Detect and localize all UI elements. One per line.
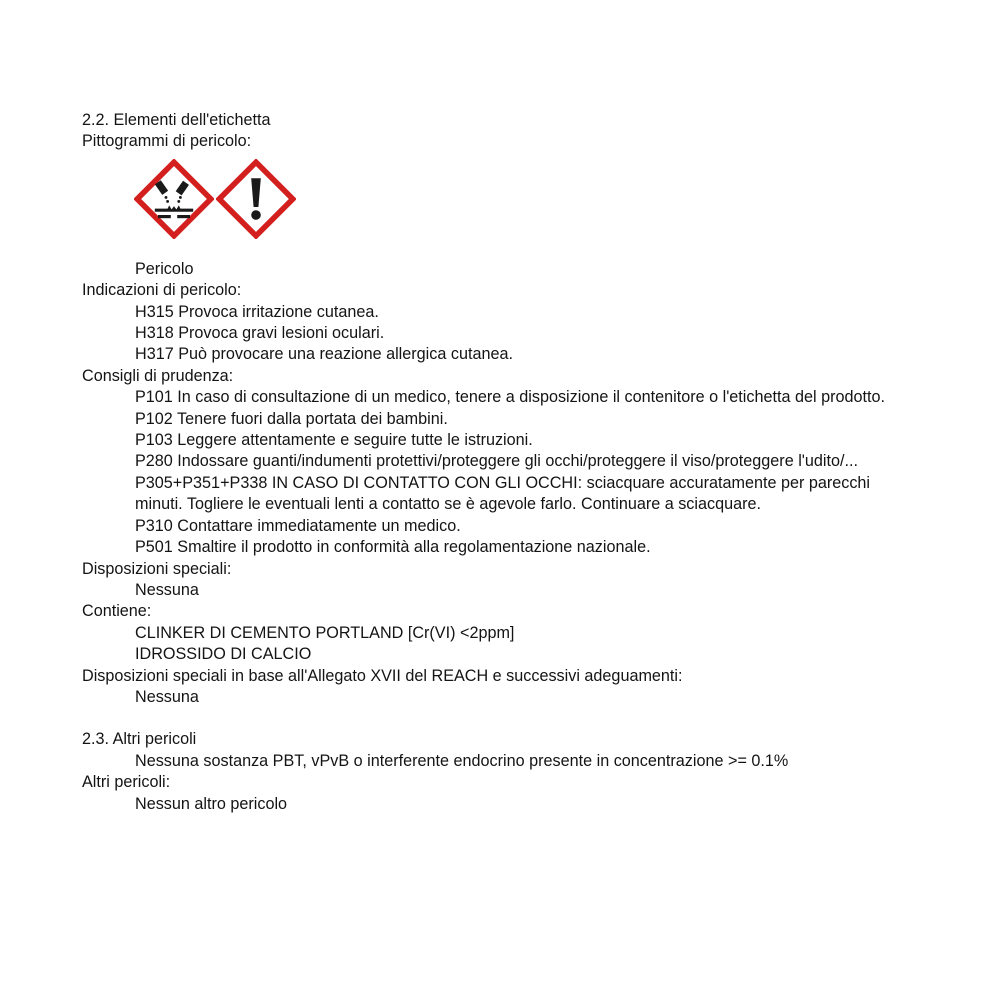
ghs07-exclamation-icon xyxy=(216,159,296,239)
contains-item: CLINKER DI CEMENTO PORTLAND [Cr(VI) <2ppm] xyxy=(135,623,515,642)
precautionary-statement: P103 Leggere attentamente e seguire tutte le istruzioni. xyxy=(135,431,533,450)
section-2-2-heading: 2.2. Elementi dell'etichetta xyxy=(82,111,271,129)
ghs05-corrosion-icon xyxy=(134,159,214,239)
special-provisions-value: Nessuna xyxy=(135,580,199,599)
contains-label: Contiene: xyxy=(82,602,152,621)
precautionary-statement: P501 Smaltire il prodotto in conformità alla regolamentazione nazionale. xyxy=(135,538,651,557)
other-hazards-value: Nessun altro pericolo xyxy=(135,794,288,813)
section-2-3-heading: 2.3. Altri pericoli xyxy=(82,730,197,749)
hazard-pictograms xyxy=(134,159,962,241)
reach-provisions-label: Disposizioni speciali in base all'Allegato XVII del REACH e successivi adeguamenti: xyxy=(82,666,683,685)
pbt-statement: Nessuna sostanza PBT, vPvB o interferente endocrino presente in concentrazione >= 0.1% xyxy=(135,751,789,770)
precautionary-statement: P310 Contattare immediatamente un medico. xyxy=(135,516,461,535)
hazard-statement: H318 Provoca gravi lesioni oculari. xyxy=(135,324,385,343)
hazard-statement: H315 Provoca irritazione cutanea. xyxy=(135,302,379,321)
precautionary-statement: P102 Tenere fuori dalla portata dei bambini. xyxy=(135,409,448,428)
special-provisions-label: Disposizioni speciali: xyxy=(82,559,232,578)
signal-word: Pericolo xyxy=(135,259,194,278)
contains-item: IDROSSIDO DI CALCIO xyxy=(135,645,312,664)
precautionary-statement: P101 In caso di consultazione di un medico, tenere a disposizione il contenitore o l'etichetta del prodotto. xyxy=(135,388,885,407)
reach-provisions-value: Nessuna xyxy=(135,687,199,706)
pictograms-label: Pittogrammi di pericolo: xyxy=(82,132,252,151)
hazard-statement: H317 Può provocare una reazione allergica cutanea. xyxy=(135,345,513,364)
precautionary-statement: P280 Indossare guanti/indumenti protettivi/proteggere gli occhi/proteggere il viso/proteggere l'udito/... xyxy=(135,452,858,471)
section-spacer xyxy=(82,708,962,729)
hazard-statements-label: Indicazioni di pericolo: xyxy=(82,281,242,300)
precautionary-statements-label: Consigli di prudenza: xyxy=(82,366,234,385)
precautionary-statement: P305+P351+P338 IN CASO DI CONTATTO CON GLI OCCHI: sciacquare accuratamente per parecchi minuti. Togliere le eventuali lenti a contatto se è agevole farlo. Continuare a sciacquare. xyxy=(135,473,871,514)
safety-data-sheet-section xyxy=(82,110,962,815)
other-hazards-label: Altri pericoli: xyxy=(82,773,171,792)
